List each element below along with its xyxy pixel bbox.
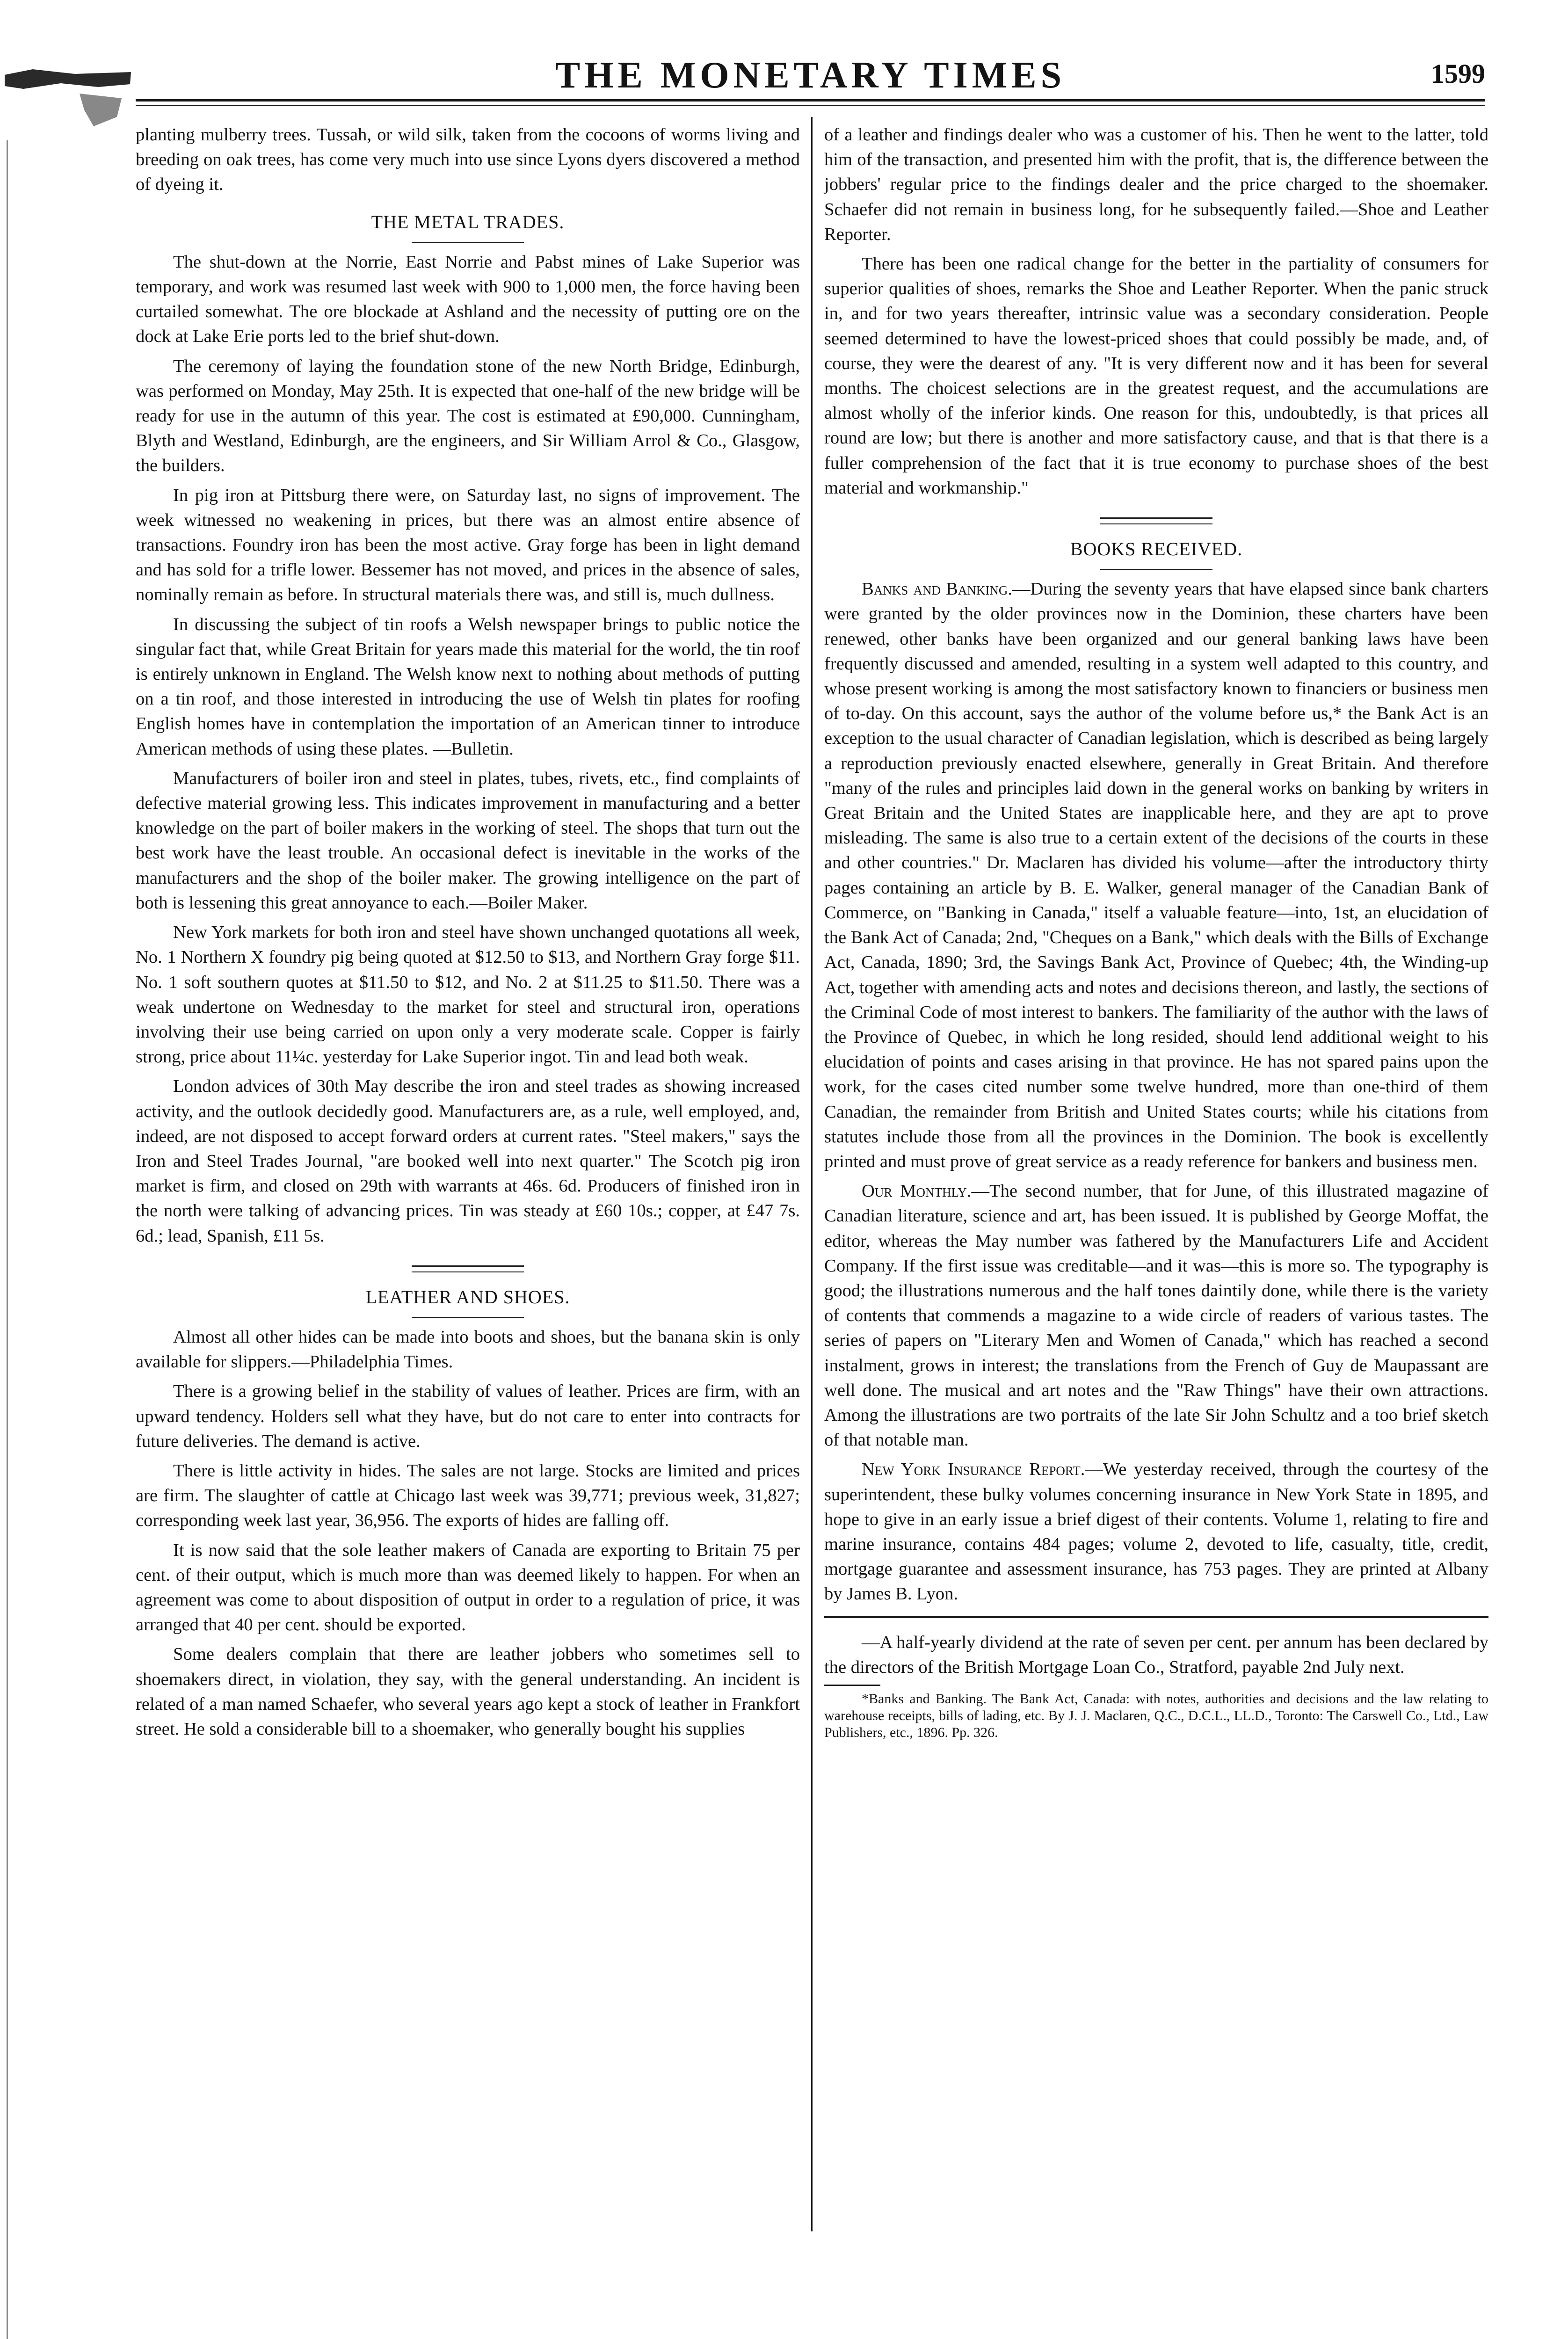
review-lead: Our Monthly.	[862, 1181, 972, 1201]
article-paragraph: In discussing the subject of tin roofs a Welsh newspaper brings to public notice the singular fact that, while Great Britain for years made this material for the world, the tin roof is entirely unknown in England. The Welsh know next to nothing about methods of putting on a tin roof, and those interested in introducing the use of Welsh tin plates for roofing English homes have in contemplation the importation of an American tinner to introduce American methods of using these plates. —Bulletin.	[136, 614, 800, 759]
page-edge-smudge	[5, 65, 131, 136]
masthead-rule-bottom	[136, 105, 1485, 106]
book-review-banks	[824, 577, 1488, 1174]
article-paragraph: Almost all other hides can be made into boots and shoes, but the banana skin is only available for slippers.—Philadelphia Times.	[136, 1327, 800, 1372]
books-received-heading: BOOKS RECEIVED.	[1070, 538, 1243, 560]
dividend-rule	[824, 1616, 1488, 1618]
review-lead: Banks and Banking.	[862, 579, 1013, 599]
book-review-monthly	[824, 1179, 1488, 1453]
section-separator	[136, 1265, 800, 1272]
column-divider	[811, 117, 813, 2231]
masthead	[136, 52, 1485, 94]
article-paragraph: In pig iron at Pittsburg there were, on Saturday last, no signs of improvement. The week witnessed no weakening in prices, but there was an almost entire absence of transactions. Foundry iron has been the most active. Gray forge has been in light demand and has sold for a trifle lower. Bessemer has not moved, and prices in the absence of sales, nominally remain as before. In structural materials there was, and still is, much dullness.	[136, 485, 800, 605]
book-review-insurance	[824, 1457, 1488, 1606]
heading-rule	[412, 242, 524, 243]
article-paragraph: The shut-down at the Norrie, East Norrie and Pabst mines of Lake Superior was temporary, and work was resumed last week with 900 to 1,000 men, the force having been curtailed somewhat. The ore blockade at Ashland and the necessity of putting ore on the dock at Lake Erie ports led to the brief shut-down.	[136, 252, 800, 347]
section-separator	[824, 517, 1488, 524]
review-text: —During the seventy years that have elapsed since bank charters were granted by the older provinces now in the Dominion, these charters have been renewed, other banks have been organized and our general banking laws have been frequently discussed and amended, resulting in a system well adapted to this country, and whose present working is among the most satisfactory known to financiers or business men of to-day. On this account, says the author of the volume before us,* the Bank Act is an exception to the usual character of Canadian legislation, which is described as being largely a reproduction previously enacted elsewhere, generally in Great Britain. And therefore "many of the rules and principles laid down in the general works on banking by writers in Great Britain and the United States are inapplicable here, and they are apt to prove misleading. The same is also true to a certain extent of the decisions of the courts in these and other countries." Dr. Maclaren has divided his volume—after the introductory thirty pages containing an article by B. E. Walker, general manager of the Canadian Bank of Commerce, on "Banking in Canada," itself a valuable feature—into, 1st, an elucidation of the Bank Act of Canada; 2nd, "Cheques on a Bank," which deals with the Bills of Exchange Act, Canada, 1890; 3rd, the Savings Bank Act, Province of Quebec; 4th, the Winding-up Act, together with amending acts and notes and decisions thereon, and lastly, the sections of the Criminal Code of most interest to bankers. The familiarity of the author with the laws of the Province of Quebec, in which he long resided, should lend additional weight to his elucidation of points and cases arising in that province. He has not spared pains upon the work, for the cases cited number some twelve hundred, more than one-third of them Canadian, the remainder from British and United States courts; while his citations from statutes include those from all the provinces in the Dominion. The book is excellently printed and must prove of great service as a ready reference for bankers and business men.	[824, 579, 1489, 1171]
metal-trades-heading: THE METAL TRADES.	[371, 211, 565, 232]
article-paragraph: There is a growing belief in the stability of values of leather. Prices are firm, with an upward tendency. Holders sell what they have, but do not care to enter into contracts for future deliveries. The demand is active.	[136, 1381, 800, 1451]
article-paragraph: London advices of 30th May describe the iron and steel trades as showing increased activity, and the outlook decidedly good. Manufacturers are, as a rule, well employed, and, indeed, are not disposed to accept forward orders at current rates. "Steel makers," says the Iron and Steel Trades Journal, "are booked well into next quarter." The Scotch pig iron market is firm, and closed on 29th with warrants at 46s. 6d. Producers of finished iron in the north were talking of advancing prices. Tin was steady at £60 10s.; copper, at £47 7s. 6d.; lead, Spanish, £11 5s.	[136, 1076, 800, 1246]
footnote-rule	[824, 1685, 880, 1686]
article-paragraph: The ceremony of laying the foundation stone of the new North Bridge, Edinburgh, was performed on Monday, May 25th. It is expected that one-half of the new bridge will be ready for use in the autumn of this year. The cost is estimated at £90,000. Cunningham, Blyth and Westland, Edinburgh, are the engineers, and Sir William Arrol & Co., Glasgow, the builders.	[136, 356, 800, 476]
review-text: —We yesterday received, through the courtesy of the superintendent, these bulky volumes concerning insurance in New York State in 1895, and hope to give in an early issue a brief digest of their contents. Volume 1, relating to fire and marine insurance, contains 484 pages; volume 2, devoted to life, casualty, title, credit, mortgage guarantee and assessment insurance, has 753 pages. They are printed at Albany by James B. Lyon.	[824, 1460, 1488, 1604]
page-number: 1599	[1431, 58, 1485, 89]
review-text: —The second number, that for June, of this illustrated magazine of Canadian literature, science and art, has been issued. It is published by George Moffat, the editor, whereas the May number was fathered by the Manufacturers Life and Accident Company. If the first issue was creditable—and it was—this is more so. The typography is good; the illustrations numerous and the half tones daintily done, while there is the variety of contents that commends a magazine to a wide circle of readers of various tastes. The series of papers on "Literary Men and Women of Canada," which has reached a second instalment, grows in interest; the translations from the French of Guy de Maupassant are well done. The musical and art notes and the "Raw Things" have their own attractions. Among the illustrations are two portraits of the late Sir John Schultz and a too brief sketch of that notable man.	[824, 1181, 1488, 1450]
article-paragraph: New York markets for both iron and steel have shown unchanged quotations all week, No. 1 Northern X foundry pig being quoted at $12.50 to $13, and Northern Gray forge $11. No. 1 soft southern quotes at $11.50 to $12, and No. 2 at $11.25 to $11.50. There was a weak undertone on Wednesday to the market for steel and structural iron, operations involving their use being carried on upon only a very moderate scale. Copper is fairly strong, price about 11¼c. yesterday for Lake Superior ingot. Tin and lead both weak.	[136, 923, 800, 1067]
left-margin-rule	[7, 140, 8, 2339]
review-lead: New York Insurance Report.	[862, 1460, 1085, 1480]
heading-rule	[1100, 569, 1212, 570]
footnote: *Banks and Banking. The Bank Act, Canada: with notes, authorities and decisions and the law relating to warehouse receipts, bills of lading, etc. By J. J. Maclaren, Q.C., D.C.L., LL.D., Toronto: The Carswell Co., Ltd., Law Publishers, etc., 1896. Pp. 326.	[824, 1691, 1488, 1740]
heading-rule	[412, 1317, 524, 1318]
article-paragraph: Manufacturers of boiler iron and steel in plates, tubes, rivets, etc., find complaints of defective material growing less. This indicates improvement in manufacturing and a better knowledge on the part of boiler makers in the working of steel. The shops that turn out the best work have the least trouble. An occasional defect is inevitable in the works of the manufacturers and the shop of the boiler maker. The growing intelligence on the part of both is lessening this great annoyance to each.—Boiler Maker.	[136, 768, 800, 913]
dividend-notice: —A half-yearly dividend at the rate of seven per cent. per annum has been declared by the directors of the British Mortgage Loan Co., Stratford, payable 2nd July next.	[824, 1632, 1488, 1677]
article-paragraph: It is now said that the sole leather makers of Canada are exporting to Britain 75 per cent. of their output, which is much more than was deemed likely to happen. For when an agreement was come to about disposition of output in order to a regulation of price, it was arranged that 40 per cent. should be exported.	[136, 1540, 800, 1635]
continuation-paragraph: of a leather and findings dealer who was a customer of his. Then he went to the latter, told him of the transaction, and presented him with the profit, that is, the difference between the jobbers' regular price to the findings dealer and the price charged to the shoemaker. Schaefer did not remain in business long, for he subsequently failed.—Shoe and Leather Reporter.	[824, 125, 1488, 244]
article-paragraph: Some dealers complain that there are leather jobbers who sometimes sell to shoemakers direct, in violation, they say, with the general understanding. An incident is related of a man named Schaefer, who several years ago kept a stock of leather in Frankfort street. He sold a considerable bill to a shoemaker, who generally bought his supplies	[136, 1644, 800, 1739]
article-paragraph: There is little activity in hides. The sales are not large. Stocks are limited and prices are firm. The slaughter of cattle at Chicago last week was 39,771; previous week, 31,827; corresponding week last year, 36,956. The exports of hides are falling off.	[136, 1460, 800, 1531]
intro-paragraph: planting mulberry trees. Tussah, or wild silk, taken from the cocoons of worms living and breeding on oak trees, has come very much into use since Lyons dyers discovered a method of dyeing it.	[136, 125, 800, 195]
right-column	[824, 123, 1488, 1746]
masthead-title: THE MONETARY TIMES	[555, 55, 1066, 96]
masthead-rule-top	[136, 99, 1485, 102]
left-column	[136, 123, 800, 1746]
article-paragraph: There has been one radical change for the better in the partiality of consumers for superior qualities of shoes, remarks the Shoe and Leather Reporter. When the panic struck in, and for two years thereafter, intrinsic value was a secondary consideration. People seemed determined to have the lowest-priced shoes that could possibly be made, and, of course, they were the dearest of any. "It is very different now and it has been for several months. The choicest selections are in the greatest request, and the accumulations are almost wholly of the inferior kinds. One reason for this, undoubtedly, is that prices all round are low; but there is another and more satisfactory cause, and that is that there is a fuller comprehension of the fact that it is true economy to purchase shoes of the best material and workmanship."	[824, 254, 1488, 498]
leather-heading: LEATHER AND SHOES.	[365, 1286, 570, 1308]
